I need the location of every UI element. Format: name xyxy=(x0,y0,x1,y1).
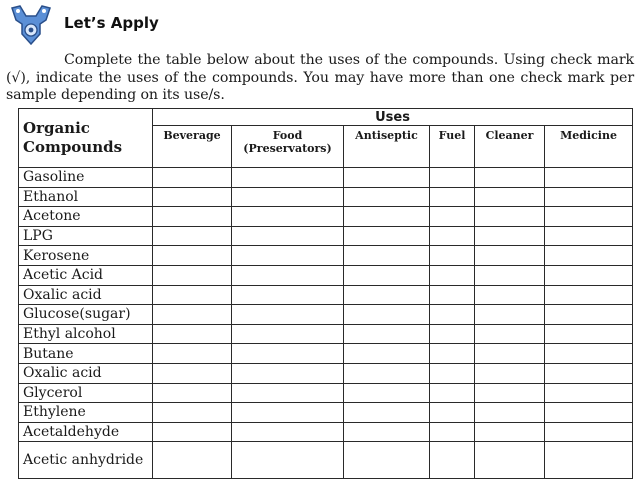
check-cell[interactable] xyxy=(545,226,633,246)
organic-compounds-header: Organic Compounds xyxy=(19,109,153,168)
check-cell[interactable] xyxy=(430,168,475,188)
compound-name: Oxalic acid xyxy=(19,285,153,305)
check-cell[interactable] xyxy=(344,403,430,423)
column-header: Antiseptic xyxy=(344,126,430,168)
check-cell[interactable] xyxy=(232,363,344,383)
check-cell[interactable] xyxy=(430,324,475,344)
compound-name: Ethanol xyxy=(19,187,153,207)
check-cell[interactable] xyxy=(475,442,545,479)
check-cell[interactable] xyxy=(153,403,232,423)
column-header: Cleaner xyxy=(475,126,545,168)
compound-name: Glycerol xyxy=(19,383,153,403)
check-cell[interactable] xyxy=(344,285,430,305)
check-cell[interactable] xyxy=(153,344,232,364)
check-cell[interactable] xyxy=(545,383,633,403)
check-cell[interactable] xyxy=(232,187,344,207)
uses-table xyxy=(18,108,633,479)
check-cell[interactable] xyxy=(545,344,633,364)
check-cell[interactable] xyxy=(430,363,475,383)
check-cell[interactable] xyxy=(232,422,344,442)
compound-name: Oxalic acid xyxy=(19,363,153,383)
check-cell[interactable] xyxy=(232,265,344,285)
check-cell[interactable] xyxy=(475,363,545,383)
check-cell[interactable] xyxy=(545,363,633,383)
check-cell[interactable] xyxy=(344,207,430,227)
check-cell[interactable] xyxy=(475,344,545,364)
check-cell[interactable] xyxy=(344,226,430,246)
check-cell[interactable] xyxy=(153,207,232,227)
check-cell[interactable] xyxy=(475,305,545,325)
check-cell[interactable] xyxy=(430,285,475,305)
check-cell[interactable] xyxy=(153,246,232,266)
check-cell[interactable] xyxy=(232,442,344,479)
check-cell[interactable] xyxy=(344,187,430,207)
check-cell[interactable] xyxy=(344,363,430,383)
check-cell[interactable] xyxy=(153,324,232,344)
compound-name: Ethyl alcohol xyxy=(19,324,153,344)
check-cell[interactable] xyxy=(153,305,232,325)
table-row xyxy=(19,442,633,479)
check-cell[interactable] xyxy=(153,442,232,479)
compound-name: Acetic anhydride xyxy=(19,442,153,479)
check-cell[interactable] xyxy=(430,187,475,207)
table-row xyxy=(19,403,633,423)
check-cell[interactable] xyxy=(475,226,545,246)
check-cell[interactable] xyxy=(545,285,633,305)
table-row xyxy=(19,285,633,305)
check-cell[interactable] xyxy=(344,246,430,266)
check-cell[interactable] xyxy=(430,383,475,403)
check-cell[interactable] xyxy=(430,344,475,364)
check-cell[interactable] xyxy=(430,305,475,325)
check-cell[interactable] xyxy=(545,442,633,479)
instructions-text: Complete the table below about the uses of the compounds. Using check mark (√), indicate the uses of the compounds. You may have more than one check mark per sample depending on its use/s. xyxy=(6,52,634,103)
check-cell[interactable] xyxy=(153,265,232,285)
check-cell[interactable] xyxy=(430,265,475,285)
compound-name: Gasoline xyxy=(19,168,153,188)
table-row xyxy=(19,305,633,325)
table-row xyxy=(19,207,633,227)
check-cell[interactable] xyxy=(545,168,633,188)
check-cell[interactable] xyxy=(232,403,344,423)
compound-name: Acetic Acid xyxy=(19,265,153,285)
check-cell[interactable] xyxy=(344,305,430,325)
table-row xyxy=(19,246,633,266)
check-cell[interactable] xyxy=(344,324,430,344)
table-row xyxy=(19,226,633,246)
check-cell[interactable] xyxy=(430,442,475,479)
compound-name: Kerosene xyxy=(19,246,153,266)
check-cell[interactable] xyxy=(344,442,430,479)
check-cell[interactable] xyxy=(232,246,344,266)
table-row xyxy=(19,383,633,403)
check-cell[interactable] xyxy=(545,207,633,227)
table-row xyxy=(19,422,633,442)
check-cell[interactable] xyxy=(232,324,344,344)
table-row xyxy=(19,324,633,344)
check-cell[interactable] xyxy=(545,403,633,423)
check-cell[interactable] xyxy=(232,226,344,246)
column-header: Medicine xyxy=(545,126,633,168)
check-cell[interactable] xyxy=(475,207,545,227)
check-cell[interactable] xyxy=(545,305,633,325)
check-cell[interactable] xyxy=(430,422,475,442)
check-cell[interactable] xyxy=(232,285,344,305)
check-cell[interactable] xyxy=(545,246,633,266)
check-cell[interactable] xyxy=(475,187,545,207)
check-cell[interactable] xyxy=(430,226,475,246)
check-cell[interactable] xyxy=(344,265,430,285)
check-cell[interactable] xyxy=(475,168,545,188)
check-cell[interactable] xyxy=(430,246,475,266)
table-body xyxy=(19,168,633,479)
column-header: Beverage xyxy=(153,126,232,168)
check-cell[interactable] xyxy=(475,285,545,305)
compound-name: Ethylene xyxy=(19,403,153,423)
check-cell[interactable] xyxy=(430,403,475,423)
table-row xyxy=(19,265,633,285)
check-cell[interactable] xyxy=(475,324,545,344)
check-cell[interactable] xyxy=(430,207,475,227)
check-cell[interactable] xyxy=(545,265,633,285)
table-row xyxy=(19,168,633,188)
compound-name: Acetone xyxy=(19,207,153,227)
compound-name: Acetaldehyde xyxy=(19,422,153,442)
check-cell[interactable] xyxy=(153,363,232,383)
check-cell[interactable] xyxy=(475,246,545,266)
check-cell[interactable] xyxy=(232,305,344,325)
check-cell[interactable] xyxy=(344,383,430,403)
check-cell[interactable] xyxy=(475,422,545,442)
check-cell[interactable] xyxy=(232,344,344,364)
check-cell[interactable] xyxy=(232,207,344,227)
column-header: Food (Preservators) xyxy=(232,126,344,168)
table-row xyxy=(19,344,633,364)
check-cell[interactable] xyxy=(153,187,232,207)
compound-name: LPG xyxy=(19,226,153,246)
check-cell[interactable] xyxy=(153,168,232,188)
check-cell[interactable] xyxy=(545,187,633,207)
check-cell[interactable] xyxy=(344,422,430,442)
table-row xyxy=(19,187,633,207)
check-cell[interactable] xyxy=(232,168,344,188)
check-cell[interactable] xyxy=(475,383,545,403)
check-cell[interactable] xyxy=(344,344,430,364)
check-cell[interactable] xyxy=(153,285,232,305)
check-cell[interactable] xyxy=(153,226,232,246)
check-cell[interactable] xyxy=(153,383,232,403)
check-cell[interactable] xyxy=(232,383,344,403)
check-cell[interactable] xyxy=(475,403,545,423)
check-cell[interactable] xyxy=(153,422,232,442)
column-header: Fuel xyxy=(430,126,475,168)
header xyxy=(6,2,56,48)
compound-name: Glucose(sugar) xyxy=(19,305,153,325)
check-cell[interactable] xyxy=(545,324,633,344)
check-cell[interactable] xyxy=(475,265,545,285)
check-cell[interactable] xyxy=(545,422,633,442)
uses-group-header: Uses xyxy=(153,109,633,126)
molecule-logo-icon xyxy=(6,2,56,48)
compound-name: Butane xyxy=(19,344,153,364)
table-row xyxy=(19,363,633,383)
page-title: Let’s Apply xyxy=(64,14,159,32)
check-cell[interactable] xyxy=(344,168,430,188)
